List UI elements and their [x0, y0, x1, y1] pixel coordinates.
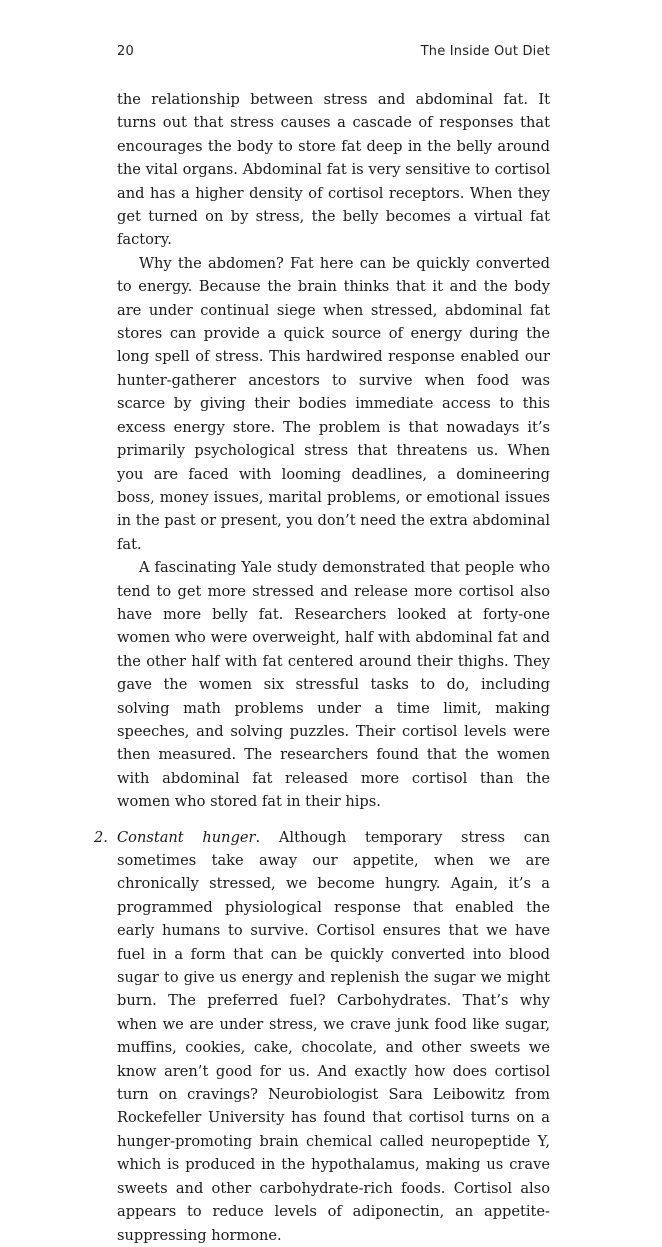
list-item-text: . Although temporary stress can sometimes take away our appetite, when we are chronically stressed, we become hungry. Again, it’s a programmed physiological response that enabled the early humans to survive. Cortisol ensures that we have fuel in a form that can be quickly converted into blood sugar to give us energy and replenish the sugar we might burn. The preferred fuel? Carbohydrates. That’s why when we are under stress, we crave junk food like sugar, muffins, cookies, cake, chocolate, and other sweets we know aren’t good for us. And exactly how does cortisol turn on cravings? Neurobiologist Sara Leibowitz from Rockefeller University has found that cortisol turns on a hunger-promoting brain chemical called neuropeptide Y, which is produced in the hypothalamus, making us crave sweets and other carbohydrate-rich foods. Cortisol also appears to reduce levels of adiponectin, an appetite-suppressing hormone.	[117, 828, 550, 1244]
body-text	[94, 88, 550, 1247]
list-item-lead: Constant hunger	[117, 828, 256, 846]
list-marker: 2.	[94, 828, 108, 846]
paragraph-continued: the relationship between stress and abdominal fat. It turns out that stress causes a cascade of responses that encourages the body to store fat deep in the belly around the vital organs. Abdominal fat is very sensitive to cortisol and has a higher density of cortisol receptors. When they get turned on by stress, the belly becomes a virtual fat factory.	[117, 91, 550, 249]
paragraph-yale-study: A fascinating Yale study demonstrated that people who tend to get more stressed and release more cortisol also have more belly fat. Researchers looked at forty-one women who were overweight, half with abdominal fat and the other half with fat centered around their thighs. They gave the women six stressful tasks to do, including solving math problems under a time limit, making speeches, and solving puzzles. Their cortisol levels were then measured. The researchers found that the women with abdominal fat released more cortisol than the women who stored fat in their hips.	[117, 559, 550, 811]
list-item-constant-hunger	[94, 826, 550, 1247]
book-title: The Inside Out Diet	[420, 44, 550, 59]
page-number: 20	[117, 44, 134, 59]
paragraph-why-abdomen: Why the abdomen? Fat here can be quickly converted to energy. Because the brain thinks that it and the body are under continual siege when stressed, abdominal fat stores can provide a quick source of energy during the long spell of stress. This hardwired response enabled our hunter-gatherer ancestors to survive when food was scarce by giving their bodies immediate access to this excess energy store. The problem is that nowadays it’s primarily psychological stress that threatens us. When you are faced with looming deadlines, a domineering boss, money issues, marital problems, or emotional issues in the past or present, you don’t need the extra abdominal fat.	[117, 254, 550, 553]
running-header	[117, 44, 550, 64]
